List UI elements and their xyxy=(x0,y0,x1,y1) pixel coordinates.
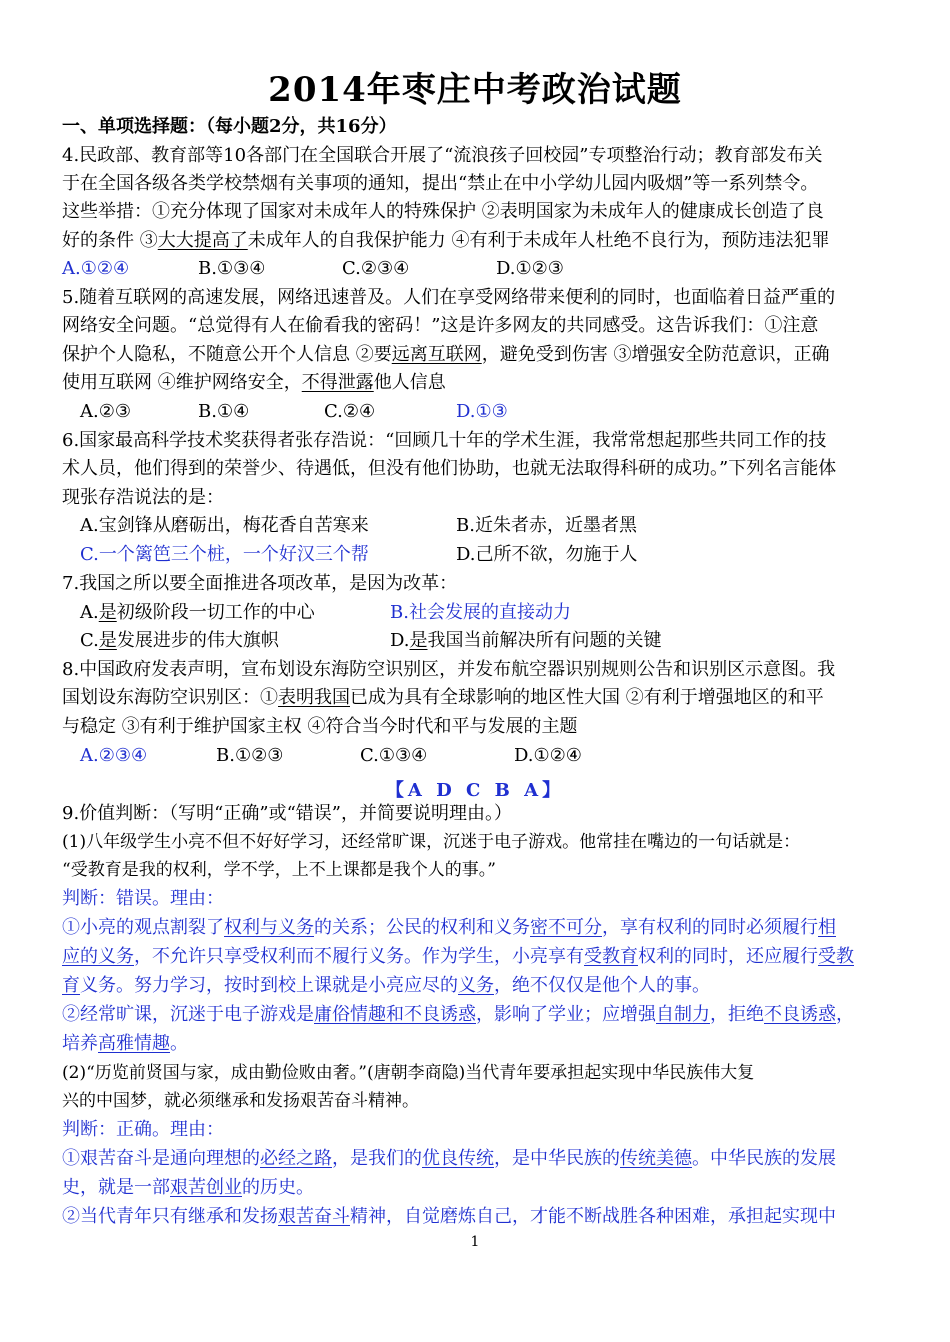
q6-option-c: C.一个篱笆三个桩，一个好汉三个帮 xyxy=(80,544,369,565)
q9-reason-3-line-1: ①艰苦奋斗是通向理想的必经之路，是我们的优良传统，是中华民族的传统美德。中华民族的发展 xyxy=(62,1148,836,1169)
q4-line-4: 好的条件 ③大大提高了未成年人的自我保护能力 ④有利于未成年人杜绝不良行为，预防违法犯罪 xyxy=(62,230,830,251)
q6-line-1: 6.国家最高科学技术奖获得者张存浩说：“回顾几十年的学术生涯，我常常想起那些共同工作的技 xyxy=(62,430,827,451)
q7-option-c: C.是发展进步的伟大旗帜 xyxy=(80,630,279,651)
q6-line-2: 术人员，他们得到的荣誉少、待遇低，但没有他们协助，也就无法取得科研的成功。”下列名言能体 xyxy=(62,458,837,479)
q5-line-4: 使用互联网 ④维护网络安全，不得泄露他人信息 xyxy=(62,372,446,393)
q5-line-3: 保护个人隐私，不随意公开个人信息 ②要远离互联网，避免受到伤害 ③增强安全防范意识，正确 xyxy=(62,344,830,365)
q6-line-3: 现张存浩说法的是： xyxy=(62,487,224,508)
q5-line-2: 网络安全问题。“总觉得有人在偷看我的密码！”这是许多网友的共同感受。这告诉我们：①注意 xyxy=(62,315,819,336)
q9-reason-1-line-1: ①小亮的观点割裂了权利与义务的关系；公民的权利和义务密不可分，享有权利的同时必须履行相 xyxy=(62,917,836,938)
q9-sub2-line-1: (2)“历览前贤国与家，成由勤俭败由奢。”(唐朝李商隐)当代青年要承担起实现中华民族伟大复 xyxy=(62,1063,755,1083)
q9-reason-1-line-2: 应的义务，不允许只享受权利而不履行义务。作为学生，小亮享有受教育权利的同时，还应履行受教 xyxy=(62,946,854,967)
q9-sub2-line-2: 兴的中国梦，就必须继承和发扬艰苦奋斗精神。 xyxy=(62,1091,419,1111)
q4-line-1: 4.民政部、教育部等10各部门在全国联合开展了“流浪孩子回校园”专项整治行动；教育部发布关 xyxy=(62,145,823,166)
q5-option-c: C.②④ xyxy=(324,401,376,422)
q8-line-3: 与稳定 ③有利于维护国家主权 ④符合当今时代和平与发展的主题 xyxy=(62,716,578,737)
q8-line-2: 国划设东海防空识别区：①表明我国已成为具有全球影响的地区性大国 ②有利于增强地区的和平 xyxy=(62,687,824,708)
q8-option-a: A.②③④ xyxy=(80,745,148,766)
q5-option-b: B.①④ xyxy=(198,401,250,422)
q9-reason-2-line-1: ②经常旷课，沉迷于电子游戏是庸俗情趣和不良诱惑，影响了学业；应增强自制力，拒绝不良诱惑， xyxy=(62,1004,854,1025)
q4-option-d: D.①②③ xyxy=(496,258,564,279)
q9-reason-1-line-3: 育义务。努力学习，按时到校上课就是小亮应尽的义务，绝不仅仅是他个人的事。 xyxy=(62,975,710,996)
q8-option-c: C.①③④ xyxy=(360,745,428,766)
q9-reason-4-line-1: ②当代青年只有继承和发扬艰苦奋斗精神，自觉磨炼自己，才能不断战胜各种困难，承担起实现中 xyxy=(62,1206,836,1227)
section-heading: 一、单项选择题：（每小题2分，共16分） xyxy=(62,116,397,137)
q8-line-1: 8.中国政府发表声明，宣布划设东海防空识别区，并发布航空器识别规则公告和识别区示意图。我 xyxy=(62,659,836,680)
q9-judgement-2: 判断：正确。理由： xyxy=(62,1119,224,1140)
q9-sub1-line-1: (1)八年级学生小亮不但不好好学习，还经常旷课，沉迷于电子游戏。他常挂在嘴边的一句话就是： xyxy=(62,832,801,852)
q9-line-1: 9.价值判断：（写明“正确”或“错误”，并简要说明理由。） xyxy=(62,803,512,824)
q8-option-b: B.①②③ xyxy=(216,745,284,766)
page-number: 1 xyxy=(470,1234,480,1250)
q4-line-3: 这些举措：①充分体现了国家对未成年人的特殊保护 ②表明国家为未成年人的健康成长创造了良 xyxy=(62,201,824,222)
q6-option-a: A.宝剑锋从磨砺出，梅花香自苦寒来 xyxy=(80,515,369,536)
q7-option-d: D.是我国当前解决所有问题的关键 xyxy=(390,630,662,651)
q7-option-a: A.是初级阶段一切工作的中心 xyxy=(80,602,315,623)
page-title: 2014年枣庄中考政治试题 xyxy=(268,70,682,110)
q8-option-d: D.①②④ xyxy=(514,745,582,766)
q4-option-c: C.②③④ xyxy=(342,258,410,279)
q9-reason-3-line-2: 史，就是一部艰苦创业的历史。 xyxy=(62,1177,314,1198)
q4-line-2: 于在全国各级各类学校禁烟有关事项的通知，提出“禁止在中小学幼儿园内吸烟”等一系列禁令。 xyxy=(62,173,819,194)
q4-option-b: B.①③④ xyxy=(198,258,266,279)
q6-option-b: B.近朱者赤，近墨者黑 xyxy=(456,515,637,536)
q9-judgement-1: 判断：错误。理由： xyxy=(62,888,224,909)
q9-sub1-line-2: “受教育是我的权利，学不学，上不上课都是我个人的事。” xyxy=(62,860,496,880)
q7-option-b: B.社会发展的直接动力 xyxy=(390,602,571,623)
q4-option-a: A.①②④ xyxy=(62,258,130,279)
q9-reason-2-line-2: 培养高雅情趣。 xyxy=(62,1033,188,1054)
q5-option-d: D.①③ xyxy=(456,401,508,422)
q5-option-a: A.②③ xyxy=(80,401,131,422)
answer-key: 【A D C B A】 xyxy=(385,780,565,801)
q5-line-1: 5.随着互联网的高速发展，网络迅速普及。人们在享受网络带来便利的同时，也面临着日益严重的 xyxy=(62,287,836,308)
q6-option-d: D.己所不欲，勿施于人 xyxy=(456,544,638,565)
q7-line-1: 7.我国之所以要全面推进各项改革，是因为改革： xyxy=(62,573,458,594)
